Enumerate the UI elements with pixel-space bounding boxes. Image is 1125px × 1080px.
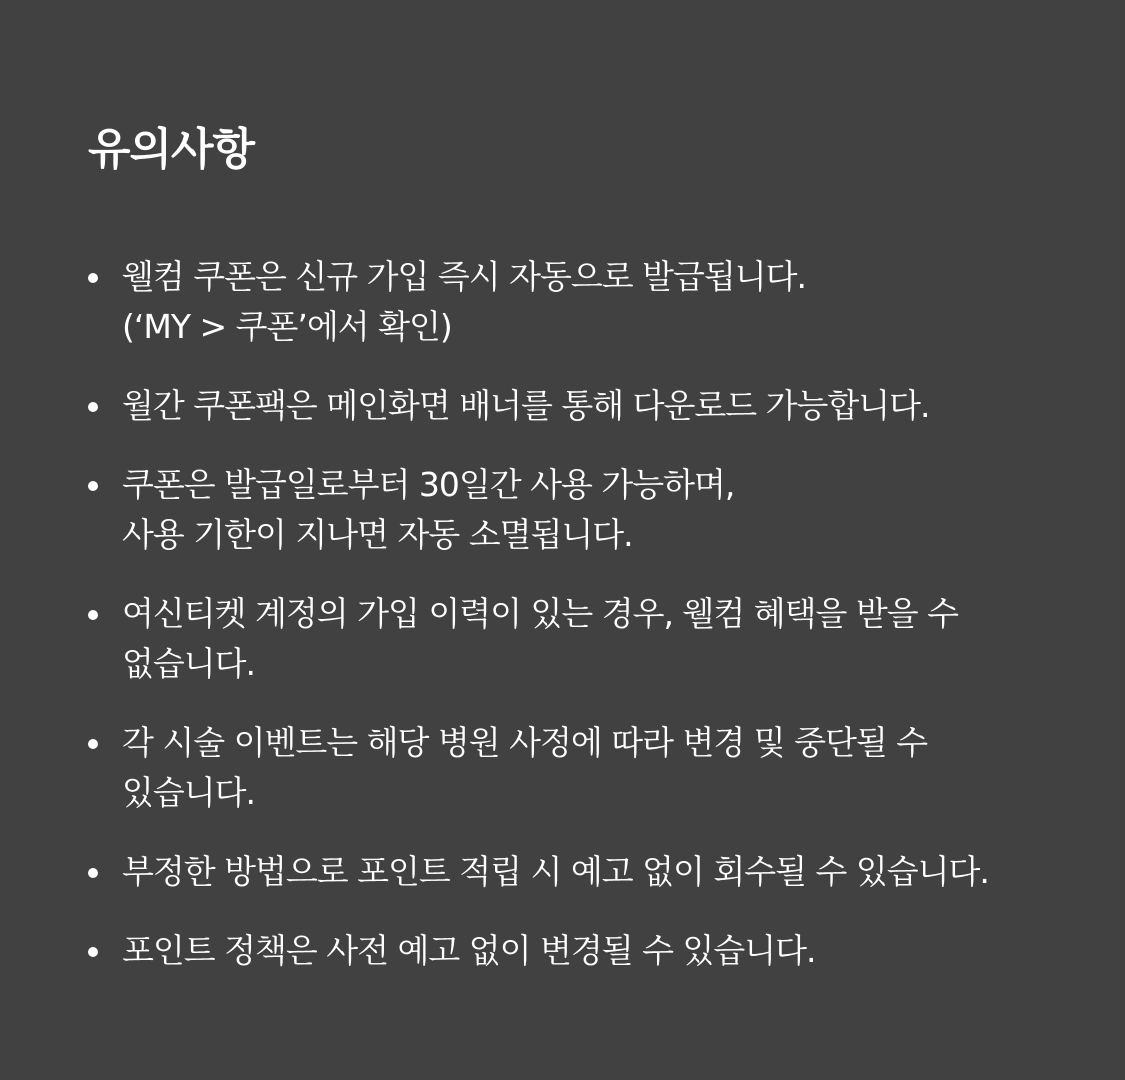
bullet-icon [88, 610, 98, 620]
list-item [88, 847, 1065, 897]
notice-text: 쿠폰은 발급일로부터 30일간 사용 가능하며, [122, 465, 735, 504]
notice-text: 각 시술 이벤트는 해당 병원 사정에 따라 변경 및 중단될 수 [122, 723, 928, 762]
bullet-icon [88, 402, 98, 412]
notice-list [88, 252, 1065, 976]
bullet-icon [88, 739, 98, 749]
notice-text: 없습니다. [122, 644, 256, 683]
list-item [88, 718, 1065, 818]
notice-text: 월간 쿠폰팩은 메인화면 배너를 통해 다운로드 가능합니다. [122, 386, 930, 425]
bullet-icon [88, 481, 98, 491]
notice-text: 포인트 정책은 사전 예고 없이 변경될 수 있습니다. [122, 931, 816, 970]
notice-text: 웰컴 쿠폰은 신규 가입 즉시 자동으로 발급됩니다. [122, 257, 806, 296]
bullet-icon [88, 947, 98, 957]
bullet-icon [88, 868, 98, 878]
notice-text: 사용 기한이 지나면 자동 소멸됩니다. [122, 515, 633, 554]
list-item [88, 252, 1065, 352]
list-item [88, 460, 1065, 560]
list-item [88, 926, 1065, 976]
notice-text: 부정한 방법으로 포인트 적립 시 예고 없이 회수될 수 있습니다. [122, 852, 989, 891]
page-title: 유의사항 [88, 124, 255, 175]
notice-text: 있습니다. [122, 773, 256, 812]
list-item [88, 589, 1065, 689]
notice-text: 여신티켓 계정의 가입 이력이 있는 경우, 웰컴 혜택을 받을 수 [122, 594, 958, 633]
notice-text: (‘MY > 쿠폰’에서 확인) [122, 307, 452, 346]
list-item [88, 381, 1065, 431]
bullet-icon [88, 273, 98, 283]
